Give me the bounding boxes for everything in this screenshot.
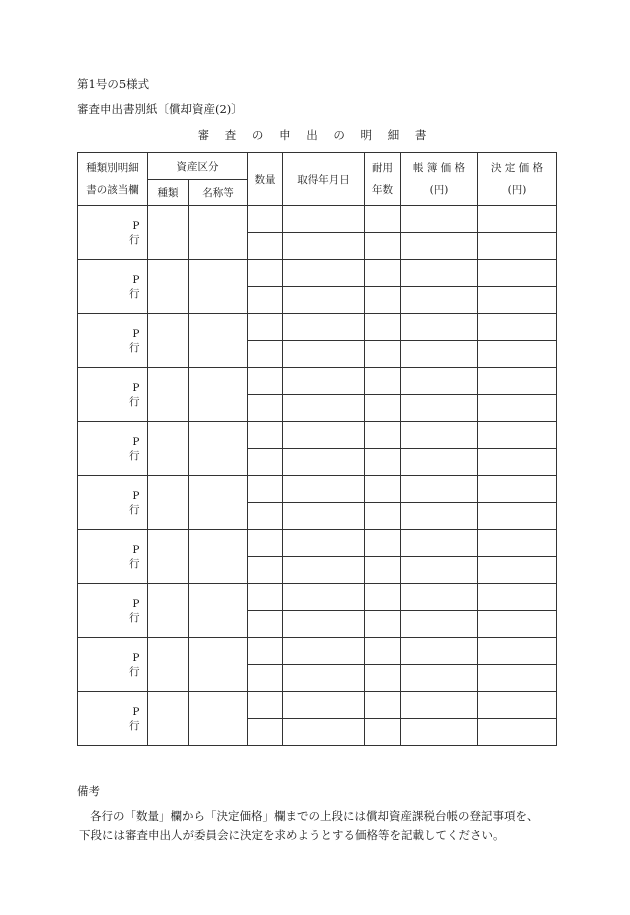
useful-life-upper-cell[interactable] <box>365 692 401 719</box>
row-reference-cell[interactable] <box>78 422 148 476</box>
useful-life-upper-cell[interactable] <box>365 260 401 287</box>
book-value-lower-cell[interactable] <box>401 611 478 638</box>
asset-kind-cell[interactable] <box>148 638 189 692</box>
acquisition-date-upper-cell[interactable] <box>283 584 365 611</box>
header-acquisition-date: 取得年月日 <box>283 153 365 206</box>
quantity-lower-cell[interactable] <box>248 665 283 692</box>
header-useful-life: 耐用 年数 <box>365 153 401 206</box>
quantity-upper-cell[interactable] <box>248 206 283 233</box>
quantity-lower-cell[interactable] <box>248 719 283 746</box>
row-reference-cell[interactable] <box>78 584 148 638</box>
acquisition-date-lower-cell[interactable] <box>283 395 365 422</box>
line-marker: 行 <box>129 665 140 678</box>
table-row <box>78 368 557 395</box>
book-value-upper-cell[interactable] <box>401 422 478 449</box>
useful-life-upper-cell[interactable] <box>365 476 401 503</box>
asset-kind-cell[interactable] <box>148 530 189 584</box>
line-marker: 行 <box>129 449 140 462</box>
line-marker: 行 <box>129 287 140 300</box>
useful-life-lower-cell[interactable] <box>365 341 401 368</box>
acquisition-date-lower-cell[interactable] <box>283 449 365 476</box>
asset-kind-cell[interactable] <box>148 692 189 746</box>
quantity-upper-cell[interactable] <box>248 692 283 719</box>
book-value-upper-cell[interactable] <box>401 692 478 719</box>
useful-life-lower-cell[interactable] <box>365 557 401 584</box>
useful-life-upper-cell[interactable] <box>365 314 401 341</box>
decision-value-lower-cell[interactable] <box>478 341 557 368</box>
book-value-lower-cell[interactable] <box>401 395 478 422</box>
useful-life-lower-cell[interactable] <box>365 665 401 692</box>
decision-value-lower-cell[interactable] <box>478 557 557 584</box>
document-title: 審 査 の 申 出 の 明 細 書 <box>197 128 433 142</box>
book-value-lower-cell[interactable] <box>401 503 478 530</box>
table-row <box>78 314 557 341</box>
table-row <box>78 530 557 557</box>
book-value-upper-cell[interactable] <box>401 476 478 503</box>
book-value-upper-cell[interactable] <box>401 314 478 341</box>
row-reference-cell[interactable] <box>78 530 148 584</box>
acquisition-date-upper-cell[interactable] <box>283 638 365 665</box>
notes-label: 備考 <box>77 784 100 798</box>
table-row <box>78 260 557 287</box>
acquisition-date-upper-cell[interactable] <box>283 530 365 557</box>
table-row <box>78 206 557 233</box>
decision-value-upper-cell[interactable] <box>478 584 557 611</box>
row-reference-cell[interactable] <box>78 638 148 692</box>
asset-name-cell[interactable] <box>189 368 248 422</box>
row-reference-cell[interactable] <box>78 692 148 746</box>
decision-value-upper-cell[interactable] <box>478 476 557 503</box>
form-subtitle: 審査申出書別紙〔償却資産(2)〕 <box>77 102 243 116</box>
line-marker: 行 <box>129 557 140 570</box>
book-value-upper-cell[interactable] <box>401 206 478 233</box>
line-marker: 行 <box>129 503 140 516</box>
line-marker: 行 <box>129 611 140 624</box>
decision-value-lower-cell[interactable] <box>478 233 557 260</box>
header-decision-value: 決 定 価 格 (円) <box>478 153 557 206</box>
notes-line-2: 下段には審査申出人が委員会に決定を求めようとする価格等を記載してください。 <box>79 828 505 842</box>
form-number: 第1号の5様式 <box>77 77 150 91</box>
quantity-upper-cell[interactable] <box>248 530 283 557</box>
acquisition-date-lower-cell[interactable] <box>283 719 365 746</box>
quantity-lower-cell[interactable] <box>248 287 283 314</box>
header-kind: 種類 <box>148 180 189 206</box>
asset-kind-cell[interactable] <box>148 476 189 530</box>
decision-value-upper-cell[interactable] <box>478 206 557 233</box>
useful-life-lower-cell[interactable] <box>365 449 401 476</box>
page-marker: P <box>132 543 140 556</box>
page-marker: P <box>132 435 140 448</box>
page-marker: P <box>132 489 140 502</box>
row-reference-cell[interactable] <box>78 476 148 530</box>
asset-kind-cell[interactable] <box>148 584 189 638</box>
quantity-lower-cell[interactable] <box>248 341 283 368</box>
decision-value-upper-cell[interactable] <box>478 530 557 557</box>
decision-value-upper-cell[interactable] <box>478 692 557 719</box>
row-reference-cell[interactable] <box>78 206 148 260</box>
page-marker: P <box>132 219 140 232</box>
asset-name-cell[interactable] <box>189 260 248 314</box>
page-marker: P <box>132 597 140 610</box>
book-value-lower-cell[interactable] <box>401 233 478 260</box>
table-row <box>78 422 557 449</box>
decision-value-lower-cell[interactable] <box>478 287 557 314</box>
asset-name-cell[interactable] <box>189 584 248 638</box>
row-reference-cell[interactable] <box>78 260 148 314</box>
decision-value-upper-cell[interactable] <box>478 368 557 395</box>
page-marker: P <box>132 705 140 718</box>
page-marker: P <box>132 381 140 394</box>
line-marker: 行 <box>129 395 140 408</box>
quantity-upper-cell[interactable] <box>248 476 283 503</box>
acquisition-date-lower-cell[interactable] <box>283 503 365 530</box>
decision-value-lower-cell[interactable] <box>478 719 557 746</box>
useful-life-upper-cell[interactable] <box>365 584 401 611</box>
quantity-lower-cell[interactable] <box>248 557 283 584</box>
useful-life-upper-cell[interactable] <box>365 530 401 557</box>
book-value-lower-cell[interactable] <box>401 557 478 584</box>
asset-name-cell[interactable] <box>189 422 248 476</box>
asset-kind-cell[interactable] <box>148 206 189 260</box>
acquisition-date-lower-cell[interactable] <box>283 665 365 692</box>
header-name: 名称等 <box>189 180 248 206</box>
useful-life-upper-cell[interactable] <box>365 422 401 449</box>
quantity-lower-cell[interactable] <box>248 611 283 638</box>
asset-kind-cell[interactable] <box>148 422 189 476</box>
book-value-lower-cell[interactable] <box>401 341 478 368</box>
acquisition-date-lower-cell[interactable] <box>283 611 365 638</box>
notes-line-1: 各行の「数量」欄から「決定価格」欄までの上段には償却資産課税台帳の登記事項を、 <box>90 809 539 823</box>
asset-kind-cell[interactable] <box>148 314 189 368</box>
asset-name-cell[interactable] <box>189 638 248 692</box>
decision-value-lower-cell[interactable] <box>478 395 557 422</box>
decision-value-upper-cell[interactable] <box>478 314 557 341</box>
page-marker: P <box>132 327 140 340</box>
quantity-upper-cell[interactable] <box>248 260 283 287</box>
quantity-upper-cell[interactable] <box>248 422 283 449</box>
acquisition-date-upper-cell[interactable] <box>283 476 365 503</box>
decision-value-lower-cell[interactable] <box>478 611 557 638</box>
book-value-lower-cell[interactable] <box>401 287 478 314</box>
table-row <box>78 638 557 665</box>
line-marker: 行 <box>129 719 140 732</box>
quantity-upper-cell[interactable] <box>248 584 283 611</box>
quantity-lower-cell[interactable] <box>248 233 283 260</box>
book-value-lower-cell[interactable] <box>401 449 478 476</box>
decision-value-upper-cell[interactable] <box>478 260 557 287</box>
page-marker: P <box>132 651 140 664</box>
asset-name-cell[interactable] <box>189 314 248 368</box>
acquisition-date-upper-cell[interactable] <box>283 314 365 341</box>
quantity-lower-cell[interactable] <box>248 449 283 476</box>
acquisition-date-upper-cell[interactable] <box>283 422 365 449</box>
table-row <box>78 692 557 719</box>
asset-name-cell[interactable] <box>189 692 248 746</box>
acquisition-date-upper-cell[interactable] <box>283 368 365 395</box>
quantity-upper-cell[interactable] <box>248 638 283 665</box>
asset-name-cell[interactable] <box>189 476 248 530</box>
asset-name-cell[interactable] <box>189 206 248 260</box>
useful-life-lower-cell[interactable] <box>365 611 401 638</box>
quantity-lower-cell[interactable] <box>248 395 283 422</box>
acquisition-date-lower-cell[interactable] <box>283 233 365 260</box>
asset-kind-cell[interactable] <box>148 368 189 422</box>
book-value-upper-cell[interactable] <box>401 530 478 557</box>
useful-life-lower-cell[interactable] <box>365 395 401 422</box>
table-row <box>78 476 557 503</box>
book-value-upper-cell[interactable] <box>401 260 478 287</box>
book-value-upper-cell[interactable] <box>401 368 478 395</box>
book-value-lower-cell[interactable] <box>401 719 478 746</box>
header-quantity: 数量 <box>248 153 283 206</box>
header-asset-category: 資産区分 <box>148 153 248 180</box>
acquisition-date-lower-cell[interactable] <box>283 341 365 368</box>
decision-value-upper-cell[interactable] <box>478 638 557 665</box>
useful-life-upper-cell[interactable] <box>365 368 401 395</box>
acquisition-date-upper-cell[interactable] <box>283 692 365 719</box>
acquisition-date-lower-cell[interactable] <box>283 557 365 584</box>
header-book-value: 帳 簿 価 格 (円) <box>401 153 478 206</box>
decision-value-lower-cell[interactable] <box>478 503 557 530</box>
asset-name-cell[interactable] <box>189 530 248 584</box>
quantity-lower-cell[interactable] <box>248 503 283 530</box>
acquisition-date-lower-cell[interactable] <box>283 287 365 314</box>
row-reference-cell[interactable] <box>78 368 148 422</box>
decision-value-upper-cell[interactable] <box>478 422 557 449</box>
useful-life-lower-cell[interactable] <box>365 719 401 746</box>
useful-life-upper-cell[interactable] <box>365 638 401 665</box>
useful-life-lower-cell[interactable] <box>365 233 401 260</box>
line-marker: 行 <box>129 233 140 246</box>
quantity-upper-cell[interactable] <box>248 368 283 395</box>
line-marker: 行 <box>129 341 140 354</box>
table-row <box>78 584 557 611</box>
header-reference-column: 種類別明細 書の該当欄 <box>78 153 148 206</box>
useful-life-lower-cell[interactable] <box>365 503 401 530</box>
book-value-upper-cell[interactable] <box>401 638 478 665</box>
row-reference-cell[interactable] <box>78 314 148 368</box>
useful-life-upper-cell[interactable] <box>365 206 401 233</box>
asset-kind-cell[interactable] <box>148 260 189 314</box>
book-value-lower-cell[interactable] <box>401 665 478 692</box>
page-marker: P <box>132 273 140 286</box>
book-value-upper-cell[interactable] <box>401 584 478 611</box>
acquisition-date-upper-cell[interactable] <box>283 260 365 287</box>
decision-value-lower-cell[interactable] <box>478 449 557 476</box>
quantity-upper-cell[interactable] <box>248 314 283 341</box>
acquisition-date-upper-cell[interactable] <box>283 206 365 233</box>
detail-table <box>77 152 557 746</box>
useful-life-lower-cell[interactable] <box>365 287 401 314</box>
decision-value-lower-cell[interactable] <box>478 665 557 692</box>
